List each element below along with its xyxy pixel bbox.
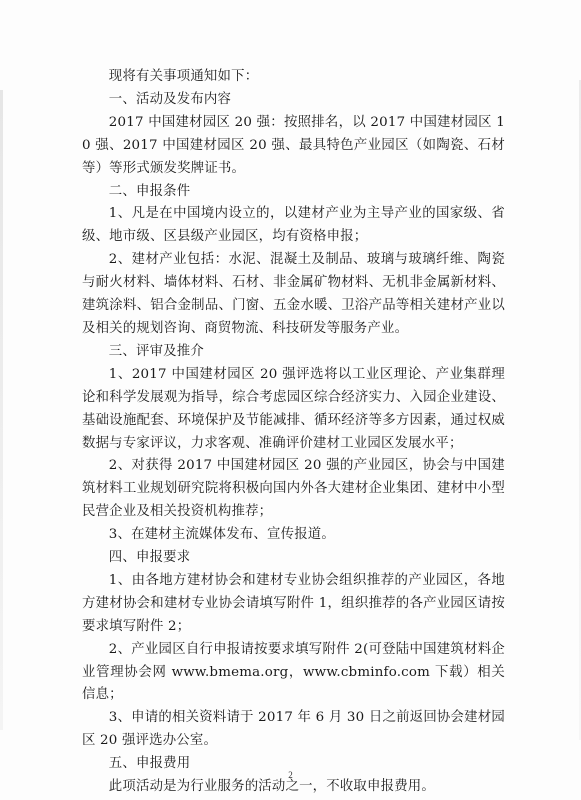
paragraph-condition-1: 1、凡是在中国境内设立的，以建材产业为主导产业的国家级、省级、地市级、区县级产业园区，均有资格申报； xyxy=(82,206,505,245)
paragraph-review-3: 3、在建材主流媒体发布、宣传报道。 xyxy=(108,527,335,543)
paragraph-content: 2017 中国建材园区 20 强：按照排名，以 2017 中国建材园区 10 强、2017 中国建材园区 20 强、最具特色产业园区（如陶瓷、石材等）等形式颁发奖牌证书。 xyxy=(82,114,505,176)
section-heading-5: 五、申报费用 xyxy=(108,756,191,772)
paragraph-fee: 此项活动是为行业服务的活动之一，不收取申报费用。 xyxy=(108,779,435,795)
section-heading-3: 三、评审及推介 xyxy=(108,343,204,359)
page-number: 2 xyxy=(288,770,293,780)
paragraph-review-1: 1、2017 中国建材园区 20 强评选将以工业区理论、产业集群理论和科学发展观为指导，综合考虑园区综合经济实力、入园企业建设、基础设施配套、环境保护及节能减排、循环经济等多方因素，通过权威数据与专家评议，力求客观、准确评价建材工业园区发展水平； xyxy=(82,366,505,451)
paragraph-intro: 现将有关事项通知如下： xyxy=(108,69,259,84)
paragraph-requirement-2: 2、产业园区自行申报请按要求填写附件 2(可登陆中国建筑材料企业管理协会网 www.bmema.org，www.cbminfo.com 下载）相关信息； xyxy=(82,641,505,703)
paragraph-condition-2: 2、建材产业包括：水泥、混凝土及制品、玻璃与玻璃纤维、陶瓷与耐火材料、墙体材料、石材、非金属矿物材料、无机非金属新材料、建筑涂料、铝合金制品、门窗、五金水暖、卫浴产品等相关建材产业以及相关的规划咨询、商贸物流、科技研发等服务产业。 xyxy=(82,252,505,336)
section-heading-2: 二、申报条件 xyxy=(108,183,191,199)
paragraph-review-2: 2、对获得 2017 中国建材园区 20 强的产业园区，协会与中国建筑材料工业规划研究院将积极向国内外各大建材企业集团、建材中小型民营企业及相关投资机构推荐； xyxy=(82,458,505,520)
paragraph-requirement-3: 3、申请的相关资料请于 2017 年 6 月 30 日之前返回协会建材园区 20 强评选办公室。 xyxy=(82,710,505,749)
paragraph-requirement-1: 1、由各地方建材协会和建材专业协会组织推荐的产业园区，各地方建材协会和建材专业协会请填写附件 1，组织推荐的各产业园区请按要求填写附件 2； xyxy=(82,572,505,634)
section-heading-4: 四、申报要求 xyxy=(108,550,191,566)
section-heading-1: 一、活动及发布内容 xyxy=(108,91,232,107)
